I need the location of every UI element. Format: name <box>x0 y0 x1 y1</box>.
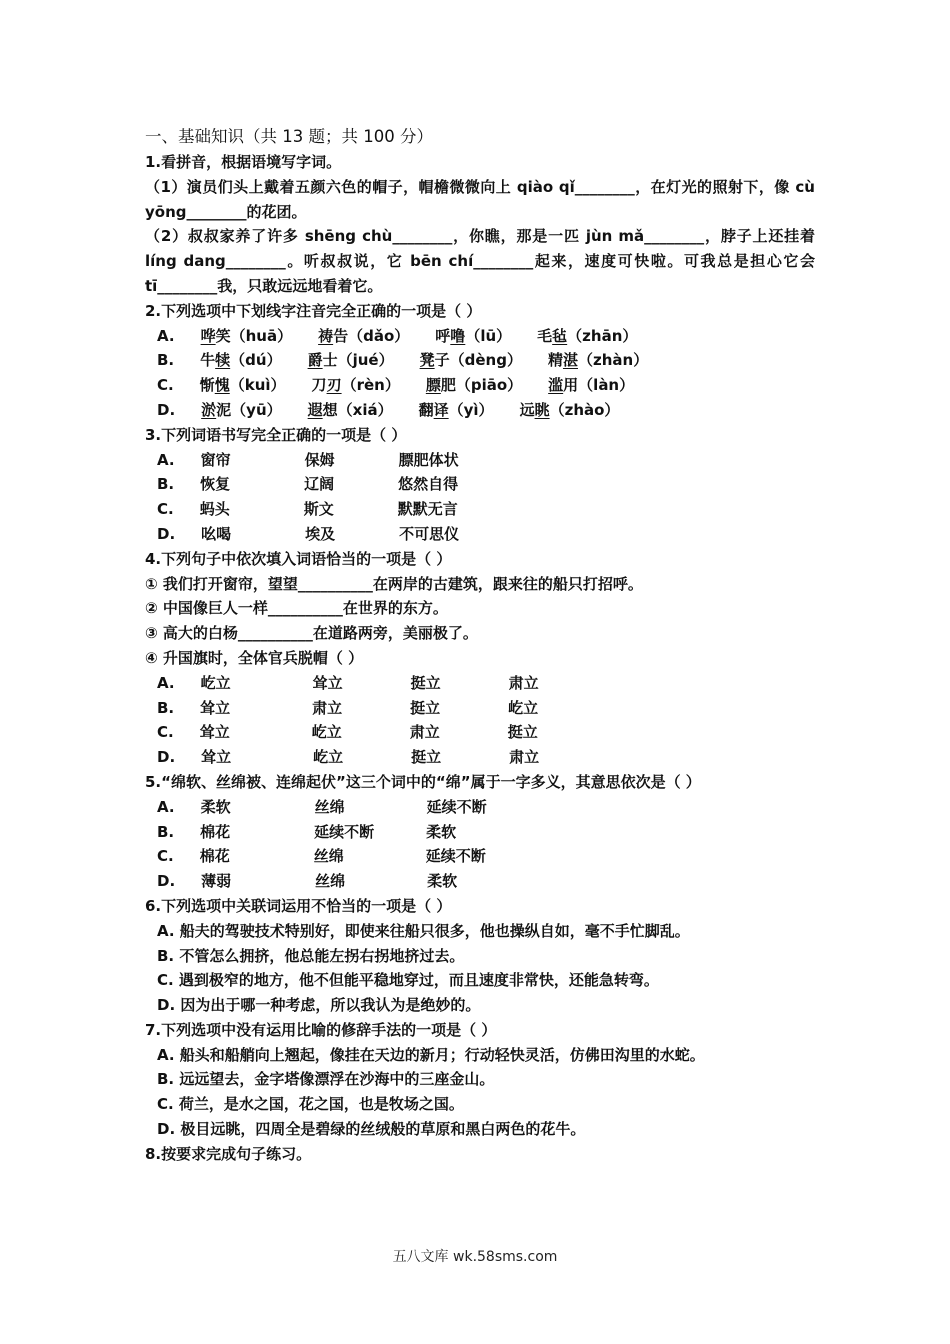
option-item: 刀刃（rèn） <box>311 376 400 395</box>
option-label: C. <box>157 847 174 866</box>
underlined-char: 湛 <box>562 351 578 370</box>
option-label: C. <box>157 500 174 519</box>
underlined-char: 滥 <box>548 376 564 395</box>
option-item: 保姆 <box>304 450 335 469</box>
option-item: 默默无言 <box>397 500 458 519</box>
option-item: 挺立 <box>411 748 442 767</box>
underlined-char: 犊 <box>215 351 231 370</box>
option-item: 屹立 <box>200 673 231 692</box>
option-label: D. <box>157 400 176 419</box>
q7-option-a: A. 船头和船艄向上翘起，像挂在天边的新月；行动轻快灵活，仿佛田沟里的水蛇。 <box>157 1045 705 1064</box>
option-item: 辽阔 <box>304 475 335 494</box>
q5-option-c <box>145 844 815 869</box>
option-item: 悠然自得 <box>398 475 459 494</box>
option-item: 柔软 <box>426 822 457 841</box>
q6-option-d: D. 因为出于哪一种考虑，所以我认为是绝妙的。 <box>157 996 481 1015</box>
q6-options <box>145 919 815 1018</box>
option-label: C. <box>157 723 174 742</box>
option-item: 耸立 <box>312 673 343 692</box>
q5-option-a <box>145 795 815 820</box>
underlined-char: 哗 <box>200 326 216 345</box>
option-item: 凳子（dèng） <box>419 351 522 370</box>
underlined-char: 噜 <box>450 326 466 345</box>
option-item: 屹立 <box>311 723 342 742</box>
option-item: 耸立 <box>199 723 230 742</box>
option-label: A. <box>157 326 175 345</box>
underlined-char: 遐 <box>307 400 323 419</box>
q7-option-d: D. 极目远眺，四周全是碧绿的丝绒般的草原和黑白两色的花牛。 <box>157 1120 586 1139</box>
q4-option-d <box>145 745 815 770</box>
option-item: 柔软 <box>200 797 231 816</box>
q3-option-a <box>145 448 815 473</box>
option-item: 棉花 <box>199 847 230 866</box>
underlined-char: 凳 <box>419 351 435 370</box>
option-item: 膘肥（piāo） <box>425 376 523 395</box>
option-item: 延续不断 <box>425 847 486 866</box>
q6-option-c: C. 遇到极窄的地方，他不但能平稳地穿过，而且速度非常快，还能急转弯。 <box>157 971 659 990</box>
option-label: D. <box>157 748 176 767</box>
q4-sentence-1: ① 我们打开窗帘，望望__________在两岸的古建筑，跟来往的船只打招呼。 <box>145 574 643 593</box>
option-item: 丝绵 <box>313 847 344 866</box>
option-item: 膘肥体状 <box>398 450 459 469</box>
q2-option-c <box>145 373 815 398</box>
option-item: 挺立 <box>507 723 538 742</box>
option-item: 祷告（dǎo） <box>318 326 410 345</box>
option-item: 不可思仪 <box>399 524 460 543</box>
q3-option-b <box>145 472 815 497</box>
option-item: 丝绵 <box>314 797 345 816</box>
option-item: 柔软 <box>427 872 458 891</box>
option-label: D. <box>157 524 176 543</box>
option-item: 蚂头 <box>199 500 230 519</box>
q4-option-a <box>145 671 815 696</box>
q7-option-b: B. 远远望去，金字塔像漂浮在沙海中的三座金山。 <box>157 1070 495 1089</box>
option-item: 淤泥（yū） <box>201 400 282 419</box>
option-label: A. <box>157 673 175 692</box>
underlined-char: 愧 <box>214 376 230 395</box>
q4-option-b <box>145 696 815 721</box>
q6-title: 6.下列选项中关联词运用不恰当的一项是（ ） <box>145 896 452 915</box>
q3-title: 3.下列词语书写完全正确的一项是（ ） <box>145 425 407 444</box>
q7-options <box>145 1043 815 1142</box>
option-item: 耸立 <box>200 698 231 717</box>
option-label: D. <box>157 872 176 891</box>
q1-title: 1.看拼音，根据语境写字词。 <box>145 153 342 171</box>
q2-title: 2.下列选项中下划线字注音完全正确的一项是（ ） <box>145 301 482 320</box>
underlined-char: 眺 <box>534 400 550 419</box>
q6-option-a: A. 船夫的驾驶技术特别好，即使来往船只很多，他也操纵自如，毫不手忙脚乱。 <box>157 921 690 940</box>
q5-title: 5.“绵软、丝绵被、连绵起伏”这三个词中的“绵”属于一字多义，其意思依次是（ ） <box>145 772 701 791</box>
underlined-char: 膘 <box>425 376 441 395</box>
q2-option-d <box>145 398 815 423</box>
underlined-char: 刃 <box>326 376 342 395</box>
q8-title: 8.按要求完成句子练习。 <box>145 1144 312 1163</box>
option-item: 耸立 <box>201 748 232 767</box>
q1-part2: （2）叔叔家养了许多 shēng chù________，你瞧，那是一匹 jùn mǎ________，脖子上还挂着 líng dang________。听叔叔说，它 bēn chí________起来，速度可快啦。可我总是担心它会 tī________我，只敢远远地看着它。 <box>145 227 815 295</box>
q1-part1: （1）演员们头上戴着五颜六色的帽子，帽檐微微向上 qiào qǐ________，在灯光的照射下，像 cù yōng________的花团。 <box>145 177 815 221</box>
q6-option-b: B. 不管怎么拥挤，他总能左拐右拐地挤过去。 <box>157 946 465 965</box>
option-item: 屹立 <box>313 748 344 767</box>
option-label: B. <box>157 351 175 370</box>
q2-options <box>145 324 815 423</box>
underlined-char: 祷 <box>318 326 334 345</box>
q2-option-b <box>145 348 815 373</box>
option-item: 遐想（xiá） <box>307 400 393 419</box>
option-item: 精湛（zhàn） <box>547 351 649 370</box>
option-label: C. <box>157 376 174 395</box>
option-item: 挺立 <box>410 698 441 717</box>
option-item: 远眺（zhào） <box>519 400 620 419</box>
q2-option-a <box>145 324 815 349</box>
option-item: 肃立 <box>312 698 343 717</box>
option-item: 恢复 <box>200 475 231 494</box>
q7-option-c: C. 荷兰，是水之国，花之国，也是牧场之国。 <box>157 1095 464 1114</box>
option-item: 翻译（yì） <box>418 400 494 419</box>
footer-watermark: 五八文库 wk.58sms.com <box>392 1249 558 1265</box>
option-item: 肃立 <box>409 723 440 742</box>
q5-option-b <box>145 820 815 845</box>
q4-options <box>145 671 815 770</box>
option-item: 滥用（làn） <box>548 376 635 395</box>
option-item: 哗笑（huā） <box>200 326 293 345</box>
q7-title: 7.下列选项中没有运用比喻的修辞手法的一项是（ ） <box>145 1020 497 1039</box>
option-item: 爵士（jué） <box>307 351 394 370</box>
q4-sentence-3: ③ 高大的白杨__________在道路两旁，美丽极了。 <box>145 624 478 643</box>
q3-option-d <box>145 522 815 547</box>
option-item: 埃及 <box>305 524 336 543</box>
option-item: 挺立 <box>410 673 441 692</box>
option-label: B. <box>157 475 175 494</box>
q4-title: 4.下列句子中依次填入词语恰当的一项是（ ） <box>145 549 452 568</box>
section-title: 一、基础知识（共 13 题；共 100 分） <box>145 127 433 146</box>
option-item: 肃立 <box>509 748 540 767</box>
worksheet-page <box>145 124 815 1167</box>
underlined-char: 淤 <box>201 400 217 419</box>
option-item: 棉花 <box>200 822 231 841</box>
underlined-char: 译 <box>433 400 449 419</box>
option-item: 窗帘 <box>200 450 231 469</box>
option-label: A. <box>157 797 175 816</box>
option-item: 牛犊（dú） <box>200 351 282 370</box>
option-item: 屹立 <box>508 698 539 717</box>
option-item: 呼噜（lū） <box>435 326 512 345</box>
option-item: 延续不断 <box>314 822 375 841</box>
underlined-char: 爵 <box>307 351 323 370</box>
q5-option-d <box>145 869 815 894</box>
q5-options <box>145 795 815 894</box>
q4-option-c <box>145 720 815 745</box>
q3-options <box>145 448 815 547</box>
option-label: B. <box>157 698 175 717</box>
q3-option-c <box>145 497 815 522</box>
q4-sentence-4: ④ 升国旗时，全体官兵脱帽（ ） <box>145 648 364 667</box>
q4-sentence-2: ② 中国像巨人一样__________在世界的东方。 <box>145 599 448 618</box>
option-label: B. <box>157 822 175 841</box>
underlined-char: 毡 <box>552 326 568 345</box>
option-item: 毛毡（zhān） <box>537 326 638 345</box>
option-item: 斯文 <box>303 500 334 519</box>
option-label: A. <box>157 450 175 469</box>
option-item: 延续不断 <box>426 797 487 816</box>
option-item: 惭愧（kuì） <box>199 376 286 395</box>
option-item: 吆喝 <box>201 524 232 543</box>
option-item: 肃立 <box>508 673 539 692</box>
option-item: 薄弱 <box>201 872 232 891</box>
option-item: 丝绵 <box>315 872 346 891</box>
